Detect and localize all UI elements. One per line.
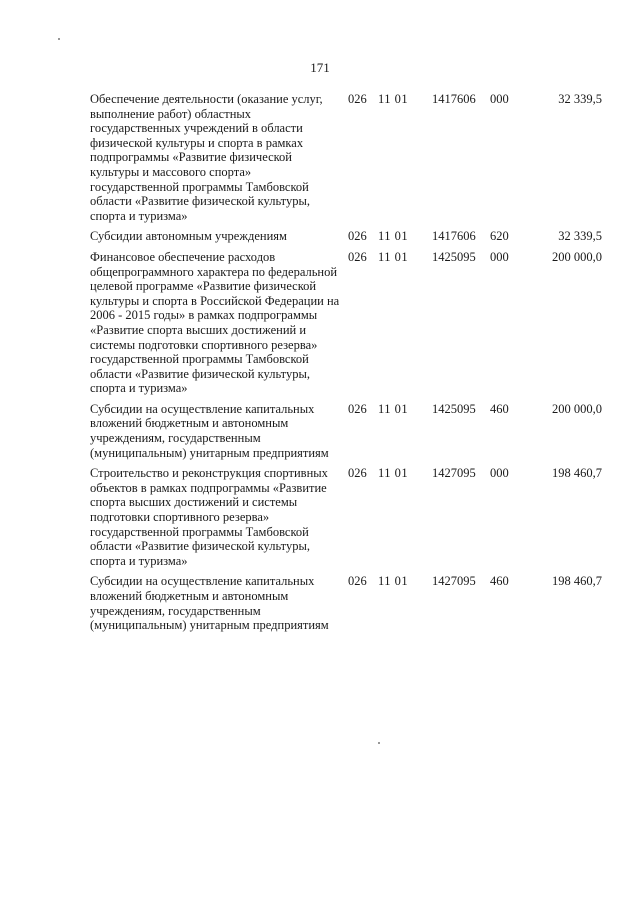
row-section-code: 11 01 xyxy=(378,466,409,481)
row-amount: 200 000,0 xyxy=(552,249,602,264)
row-expense-type: 000 xyxy=(490,92,509,106)
table-row xyxy=(90,402,602,466)
row-expense-type: 460 xyxy=(490,574,509,589)
row-name: Обеспечение деятельности (оказание услуг, выполнение работ) областных государственных учреждений в области физической культуры и спорта в рамках подпрограммы «Развитие физической культуры и массового спорта» государственной программы Тамбовской области «Развитие физической культуры, спорта и туризма» xyxy=(90,92,323,223)
row-ministry-code: 026 xyxy=(348,229,367,244)
table-row xyxy=(90,466,602,574)
budget-table xyxy=(90,92,602,639)
row-ministry-code: 026 xyxy=(348,249,367,264)
row-expense-type: 000 xyxy=(490,249,509,264)
row-amount: 200 000,0 xyxy=(552,401,602,416)
row-target-code: 1427095 xyxy=(432,574,476,589)
row-ministry-code: 026 xyxy=(348,92,367,106)
scan-speck xyxy=(378,742,380,744)
row-ministry-code: 026 xyxy=(348,574,367,589)
row-name: Субсидии автономным учреждениям xyxy=(90,229,287,244)
row-name: Финансовое обеспечение расходов общепрограммного характера по федеральной целевой программе «Развитие физической культуры и спорта в Российской Федерации на 2006 - 2015 годы» в рамках подпрограммы «Развитие спорта высших достижений и системы подготовки спортивного резерва» государственной программы Тамбовской области «Развитие физической культуры, спорта и туризма» xyxy=(90,249,340,396)
row-section-code: 11 01 xyxy=(378,92,409,106)
row-amount: 198 460,7 xyxy=(552,466,602,481)
row-amount: 32 339,5 xyxy=(558,92,602,106)
table-row xyxy=(90,229,602,250)
row-ministry-code: 026 xyxy=(348,401,367,416)
row-expense-type: 620 xyxy=(490,229,509,244)
table-row xyxy=(90,574,602,638)
row-section-code: 11 01 xyxy=(378,229,409,244)
row-expense-type: 000 xyxy=(490,466,509,481)
table-row xyxy=(90,250,602,402)
row-expense-type: 460 xyxy=(490,401,509,416)
row-target-code: 1417606 xyxy=(432,92,476,106)
table-row xyxy=(90,92,602,229)
row-section-code: 11 01 xyxy=(378,249,409,264)
scan-speck xyxy=(58,38,60,40)
row-target-code: 1425095 xyxy=(432,401,476,416)
row-target-code: 1425095 xyxy=(432,249,476,264)
row-ministry-code: 026 xyxy=(348,466,367,481)
row-target-code: 1427095 xyxy=(432,466,476,481)
row-amount: 32 339,5 xyxy=(558,229,602,244)
row-amount: 198 460,7 xyxy=(552,574,602,589)
row-target-code: 1417606 xyxy=(432,229,476,244)
row-section-code: 11 01 xyxy=(378,574,409,589)
row-name: Строительство и реконструкция спортивных объектов в рамках подпрограммы «Развитие спорта высших достижений и системы подготовки спортивного резерва» государственной программы Тамбовской области «Развитие физической культуры, спорта и туризма» xyxy=(90,466,328,568)
page-number: 171 xyxy=(310,60,330,75)
row-name: Субсидии на осуществление капитальных вложений бюджетным и автономным учреждениям, государственным (муниципальным) унитарным предприятиям xyxy=(90,574,329,633)
row-name: Субсидии на осуществление капитальных вложений бюджетным и автономным учреждениям, государственным (муниципальным) унитарным предприятиям xyxy=(90,401,329,460)
row-section-code: 11 01 xyxy=(378,401,409,416)
